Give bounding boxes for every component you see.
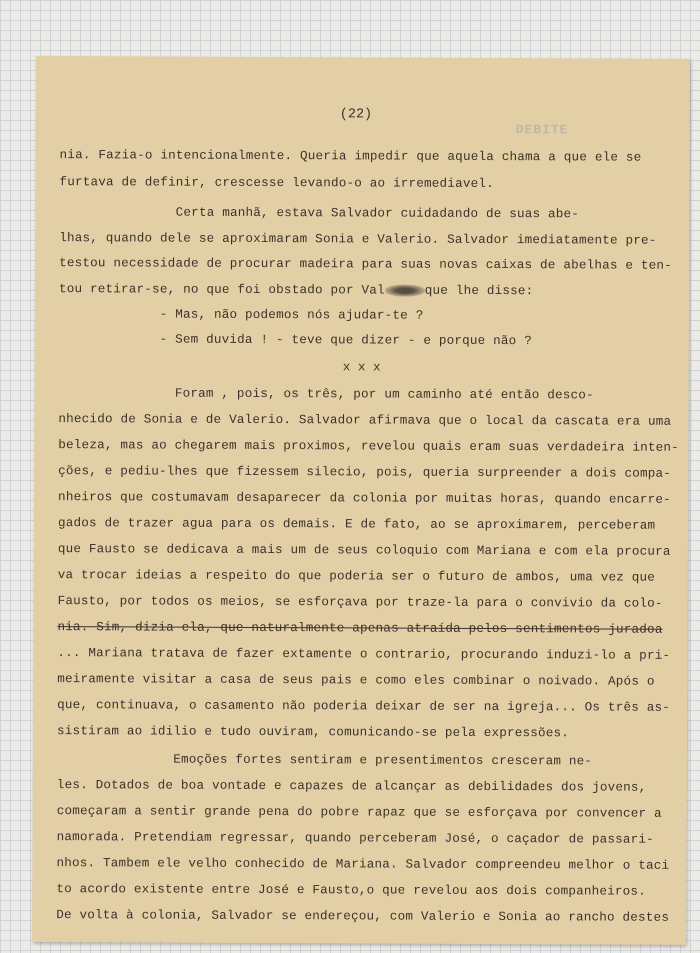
faded-stamp: DEBITE xyxy=(515,122,569,138)
text-line: Foram , pois, os três, por um caminho até então desco- xyxy=(58,386,594,403)
text-line: ... Mariana tratava de fazer extamente o contrario, procurando induzi-lo a pri- xyxy=(57,646,671,663)
text-line: - Mas, não podemos nós ajudar-te ? xyxy=(58,307,424,323)
text-line: nhos. Tambem ele velho conhecido de Mariana. Salvador compreendeu melhor o taci xyxy=(56,856,670,873)
text-line: que Fausto se dedicava a mais um de seus coloquio com Mariana e com ela procura xyxy=(57,542,671,559)
text-line: to acordo existente entre José e Fausto,o que revelou aos dois companheiros. xyxy=(56,882,646,899)
text-line: gados de trazer agua para os demais. E de fato, ao se aproximarem, perceberam xyxy=(57,516,656,533)
text-line xyxy=(59,282,533,298)
text-line: nheiros que costumavam desaparecer da colonia por muitas horas, quando encarre- xyxy=(58,490,671,507)
text-line: sistiram ao idilio e tudo ouviram, comunicando-se pela expressões. xyxy=(57,724,570,741)
text-line: Fausto, por todos os meios, se esforçava por traze-la para o convivio da colo- xyxy=(57,594,663,611)
text-line: namorada. Pretendiam regressar, quando perceberam José, o caçador de passari- xyxy=(56,830,654,847)
text-line: testou necessidade de procurar madeira para suas novas caixas de abelhas e ten- xyxy=(59,256,672,273)
text-line: beleza, mas ao chegarem mais proximos, revelou quais eram suas verdadeira inten- xyxy=(58,438,679,455)
text-fragment: que lhe disse: xyxy=(424,283,534,299)
text-line: que, continuava, o casamento não poderia deixar de ser na igreja... Os três as- xyxy=(57,698,671,715)
text-line: furtava de definir, crescesse levando-o ao irremediavel. xyxy=(59,175,494,191)
text-line: - Sem duvida ! - teve que dizer - e porque não ? xyxy=(58,332,533,349)
struck-text-line: nia. Sim, dizia ela, que naturalmente apenas atraída pelos sentimentos juradoa xyxy=(57,620,663,637)
section-separator: x x x xyxy=(342,360,381,375)
text-line: meiramente visitar a casa de seus pais e como eles combinar o noivado. Após o xyxy=(57,672,655,689)
text-line: Certa manhã, estava Salvador cuidadando de suas abe- xyxy=(59,205,580,222)
text-line: nhecido de Sonia e de Valerio. Salvador afirmava que o local da cascata era uma xyxy=(58,412,672,429)
text-line: começaram a sentir grande pena do pobre rapaz que se esforçava por convencer a xyxy=(56,804,662,821)
text-line: lhas, quando dele se aproximaram Sonia e Valerio. Salvador imediatamente pre- xyxy=(59,231,657,248)
text-line: Emoções fortes sentiram e presentimentos cresceram ne- xyxy=(56,752,593,769)
typed-page xyxy=(32,56,690,945)
text-fragment: tou retirar-se, no que foi obstado por Val xyxy=(58,282,385,298)
ink-blot xyxy=(385,284,425,296)
text-line: De volta à colonia, Salvador se endereçou, com Valerio e Sonia ao rancho destes xyxy=(56,908,670,925)
text-line: les. Dotados de boa vontade e capazes de alcançar as debilidades dos jovens, xyxy=(56,778,647,795)
text-line: va trocar ideias a respeito do que poderia ser o futuro de ambos, uma vez que xyxy=(57,568,656,585)
text-line: ções, e pediu-lhes que fizessem silecio, pois, queria surpreender a dois compa- xyxy=(58,464,672,481)
text-line: nia. Fazia-o intencionalmente. Queria impedir que aquela chama a que ele se xyxy=(59,148,642,165)
page-number: (22) xyxy=(339,107,373,123)
